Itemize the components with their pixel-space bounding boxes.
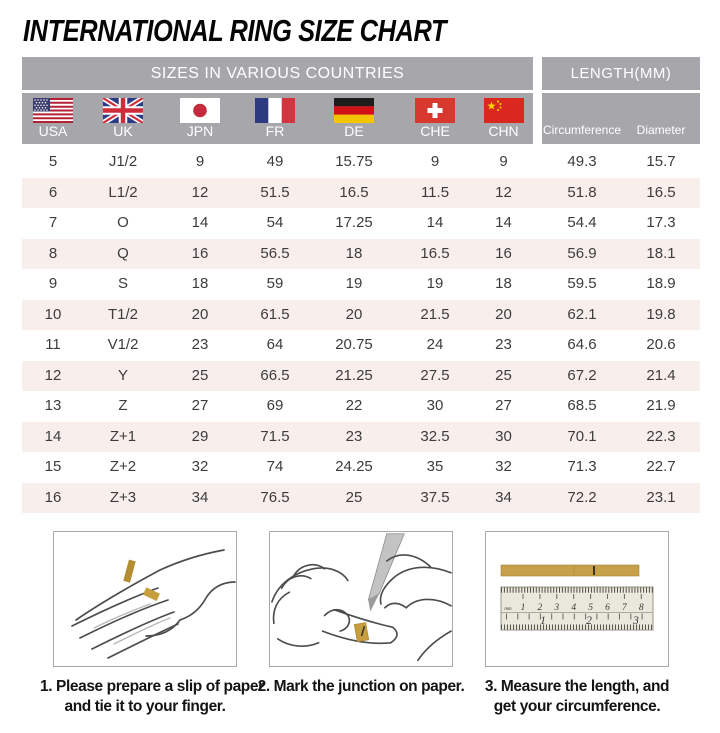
svg-text:6: 6 xyxy=(605,603,610,613)
table-cell-usa: 7 xyxy=(48,214,58,231)
table-cell-uk: Q xyxy=(117,244,129,262)
svg-text:3: 3 xyxy=(633,615,639,627)
svg-text:8: 8 xyxy=(638,603,644,613)
column-header-uk xyxy=(84,93,162,144)
table-cell-usa: 10 xyxy=(44,305,62,323)
table-cell-de: 18 xyxy=(345,244,363,262)
svg-text:7: 7 xyxy=(622,603,627,613)
svg-text:1: 1 xyxy=(520,603,526,613)
table-cell-che: 11.5 xyxy=(420,183,450,201)
table-cell-jpn: 20 xyxy=(191,305,209,323)
table-cell-chn: 18 xyxy=(495,275,512,292)
table-cell-jpn: 23 xyxy=(191,336,209,353)
column-header-de xyxy=(312,93,396,144)
table-cell-circumference: 72.2 xyxy=(567,488,597,506)
table-cell-usa: 8 xyxy=(48,244,58,262)
table-cell-circumference: 70.1 xyxy=(567,427,597,445)
table-cell-de: 22 xyxy=(345,397,363,414)
table-cell-chn: 30 xyxy=(495,427,512,445)
table-cell-che: 32.5 xyxy=(420,427,450,445)
svg-text:1: 1 xyxy=(540,615,546,627)
step-1-caption: 1. Please prepare a slip of paper and tie it to your finger. xyxy=(40,678,264,715)
table-cell-chn: 20 xyxy=(495,305,512,323)
sizes-group-header: SIZES IN VARIOUS COUNTRIES xyxy=(22,57,533,90)
table-cell-che: 19 xyxy=(426,275,444,292)
table-cell-fr: 54 xyxy=(266,214,284,231)
table-cell-che: 9 xyxy=(430,153,440,170)
table-cell-chn: 12 xyxy=(495,183,512,201)
step-1-illustration-box xyxy=(53,531,237,667)
ring-size-chart-page xyxy=(0,13,720,733)
table-cell-diameter: 21.4 xyxy=(646,366,676,384)
table-cell-circumference: 51.8 xyxy=(567,183,597,201)
table-cell-che: 21.5 xyxy=(420,305,450,323)
germany-flag-icon xyxy=(334,98,374,123)
table-cell-de: 19 xyxy=(345,275,363,292)
step-3 xyxy=(472,531,682,717)
table-cell-circumference: 71.3 xyxy=(567,458,597,475)
table-cell-de: 16.5 xyxy=(339,183,369,201)
table-cell-uk: L1/2 xyxy=(108,183,138,201)
table-row xyxy=(22,147,700,178)
table-cell-jpn: 14 xyxy=(191,214,209,231)
table-cell-circumference: 62.1 xyxy=(567,305,597,323)
step-2-illustration-box xyxy=(269,531,453,667)
table-cell-diameter: 17.3 xyxy=(646,214,676,231)
japan-flag-icon xyxy=(180,98,220,123)
table-cell-usa: 9 xyxy=(48,275,58,292)
table-cell-usa: 11 xyxy=(45,336,61,353)
china-flag-icon xyxy=(484,98,524,123)
table-cell-che: 24 xyxy=(426,336,444,353)
table-cell-usa: 5 xyxy=(48,153,58,170)
table-cell-fr: 66.5 xyxy=(260,366,290,384)
table-cell-che: 27.5 xyxy=(420,366,450,384)
table-cell-diameter: 22.7 xyxy=(646,458,676,475)
table-cell-circumference: 59.5 xyxy=(567,275,597,292)
table-cell-fr: 69 xyxy=(266,397,284,414)
ruler-measure-illustration xyxy=(486,532,668,666)
table-cell-de: 20 xyxy=(345,305,363,323)
table-row xyxy=(22,300,700,331)
table-group-header-row xyxy=(22,57,700,90)
column-header-che xyxy=(396,93,474,144)
column-header-fr xyxy=(238,93,312,144)
table-cell-che: 14 xyxy=(426,214,444,231)
table-row xyxy=(22,361,700,392)
circumference-column-label: Circumference xyxy=(542,123,622,137)
table-cell-jpn: 12 xyxy=(191,183,209,201)
step-2-caption: 2. Mark the junction on paper. xyxy=(257,678,465,695)
table-cell-usa: 12 xyxy=(44,366,62,384)
table-row xyxy=(22,269,700,300)
table-cell-circumference: 64.6 xyxy=(567,336,597,353)
table-cell-circumference: 54.4 xyxy=(567,214,597,231)
svg-text:5: 5 xyxy=(588,603,593,613)
table-cell-fr: 59 xyxy=(266,275,284,292)
uk-flag-icon xyxy=(103,98,143,123)
table-cell-diameter: 20.6 xyxy=(646,336,676,353)
svg-text:4: 4 xyxy=(571,603,577,613)
table-cell-chn: 27 xyxy=(495,397,512,414)
table-cell-fr: 76.5 xyxy=(260,488,290,506)
table-cell-fr: 64 xyxy=(266,336,284,353)
table-cell-de: 25 xyxy=(345,488,363,506)
table-row xyxy=(22,208,700,239)
table-cell-jpn: 25 xyxy=(191,366,209,384)
table-cell-de: 23 xyxy=(345,427,363,445)
table-row xyxy=(22,452,700,483)
table-cell-uk: Z+3 xyxy=(109,488,137,506)
table-cell-fr: 51.5 xyxy=(260,183,290,201)
svg-text:3: 3 xyxy=(554,603,560,613)
table-cell-fr: 71.5 xyxy=(260,427,290,445)
table-column-header-row xyxy=(22,93,700,144)
table-cell-de: 21.25 xyxy=(335,366,373,384)
table-cell-usa: 14 xyxy=(44,427,62,445)
table-cell-chn: 34 xyxy=(495,488,512,506)
table-cell-chn: 9 xyxy=(499,153,508,170)
table-cell-jpn: 18 xyxy=(191,275,209,292)
table-cell-jpn: 9 xyxy=(195,153,205,170)
column-label-usa: USA xyxy=(38,123,68,139)
table-cell-diameter: 15.7 xyxy=(646,153,676,170)
table-row xyxy=(22,330,700,361)
ring-size-table xyxy=(22,57,700,513)
switzerland-flag-icon xyxy=(415,98,455,123)
measuring-steps xyxy=(0,531,720,717)
table-cell-usa: 16 xyxy=(44,488,62,506)
table-row xyxy=(22,391,700,422)
table-cell-usa: 15 xyxy=(44,458,62,475)
table-cell-circumference: 68.5 xyxy=(567,397,597,414)
table-cell-usa: 13 xyxy=(44,397,62,414)
table-cell-uk: O xyxy=(117,214,129,231)
table-cell-che: 35 xyxy=(426,458,444,475)
diameter-column-label: Diameter xyxy=(636,123,686,137)
table-cell-circumference: 67.2 xyxy=(567,366,597,384)
table-cell-che: 16.5 xyxy=(420,244,450,262)
table-cell-uk: S xyxy=(117,275,128,292)
table-cell-diameter: 18.1 xyxy=(646,244,676,262)
table-cell-che: 30 xyxy=(426,397,444,414)
table-cell-uk: Z xyxy=(118,397,128,414)
table-cell-uk: V1/2 xyxy=(107,336,139,353)
table-cell-jpn: 32 xyxy=(191,458,209,475)
table-cell-de: 20.75 xyxy=(335,336,373,353)
table-cell-circumference: 49.3 xyxy=(567,153,597,170)
table-row xyxy=(22,239,700,270)
svg-text:2: 2 xyxy=(537,603,543,613)
column-label-che: DE xyxy=(344,123,364,139)
paper-strip xyxy=(501,565,639,576)
table-cell-diameter: 18.9 xyxy=(646,275,676,292)
column-label-jpn: JPN xyxy=(186,123,214,139)
step-3-illustration-box xyxy=(485,531,669,667)
svg-text:mm: mm xyxy=(504,607,512,612)
table-cell-uk: Z+2 xyxy=(109,458,137,475)
column-label-chn: CHN xyxy=(488,123,519,139)
table-cell-chn: 23 xyxy=(495,336,512,353)
length-column-headers xyxy=(542,93,700,144)
table-row xyxy=(22,483,700,514)
length-group-header: LENGTH(MM) xyxy=(542,57,700,90)
table-cell-jpn: 29 xyxy=(191,427,209,445)
table-cell-usa: 6 xyxy=(48,183,58,201)
column-label-uk: UK xyxy=(113,123,133,139)
table-cell-jpn: 34 xyxy=(191,488,209,506)
table-cell-uk: Y xyxy=(117,366,128,384)
hand-with-paper-strip-illustration xyxy=(54,532,236,666)
table-cell-fr: 61.5 xyxy=(260,305,290,323)
step-1 xyxy=(40,531,264,717)
table-cell-diameter: 23.1 xyxy=(646,488,676,506)
table-cell-fr: 49 xyxy=(266,153,284,170)
table-body xyxy=(22,147,700,513)
table-cell-diameter: 21.9 xyxy=(646,397,676,414)
table-cell-uk: Z+1 xyxy=(109,427,137,445)
table-cell-circumference: 56.9 xyxy=(567,244,597,262)
table-cell-uk: T1/2 xyxy=(107,305,138,323)
step-3-caption: 3. Measure the length, and get your circumference. xyxy=(484,678,670,715)
table-cell-chn: 16 xyxy=(495,244,512,262)
column-header-chn xyxy=(474,93,533,144)
table-cell-de: 24.25 xyxy=(335,458,373,475)
mark-junction-with-pen-illustration xyxy=(270,532,452,666)
table-cell-jpn: 27 xyxy=(191,397,209,414)
table-cell-uk: J1/2 xyxy=(108,153,138,170)
step-2 xyxy=(256,531,466,717)
table-row xyxy=(22,178,700,209)
column-label-fr: FR xyxy=(265,123,285,139)
table-cell-diameter: 19.8 xyxy=(646,305,676,323)
table-cell-chn: 32 xyxy=(495,458,512,475)
france-flag-icon xyxy=(255,98,295,123)
usa-flag-icon xyxy=(33,98,73,123)
table-cell-chn: 14 xyxy=(495,214,512,231)
page-title: INTERNATIONAL RING SIZE CHART xyxy=(23,13,447,48)
table-cell-fr: 56.5 xyxy=(260,244,290,262)
table-cell-chn: 25 xyxy=(495,366,512,384)
table-cell-diameter: 22.3 xyxy=(646,427,676,445)
table-cell-jpn: 16 xyxy=(191,244,209,262)
svg-text:2: 2 xyxy=(586,615,592,627)
table-cell-che: 37.5 xyxy=(420,488,450,506)
column-header-jpn xyxy=(162,93,238,144)
column-label-che: CHE xyxy=(420,123,450,139)
table-cell-de: 17.25 xyxy=(335,214,373,231)
table-cell-fr: 74 xyxy=(266,458,284,475)
column-header-usa xyxy=(22,93,84,144)
table-row xyxy=(22,422,700,453)
table-cell-diameter: 16.5 xyxy=(646,183,676,201)
table-cell-de: 15.75 xyxy=(335,153,373,170)
